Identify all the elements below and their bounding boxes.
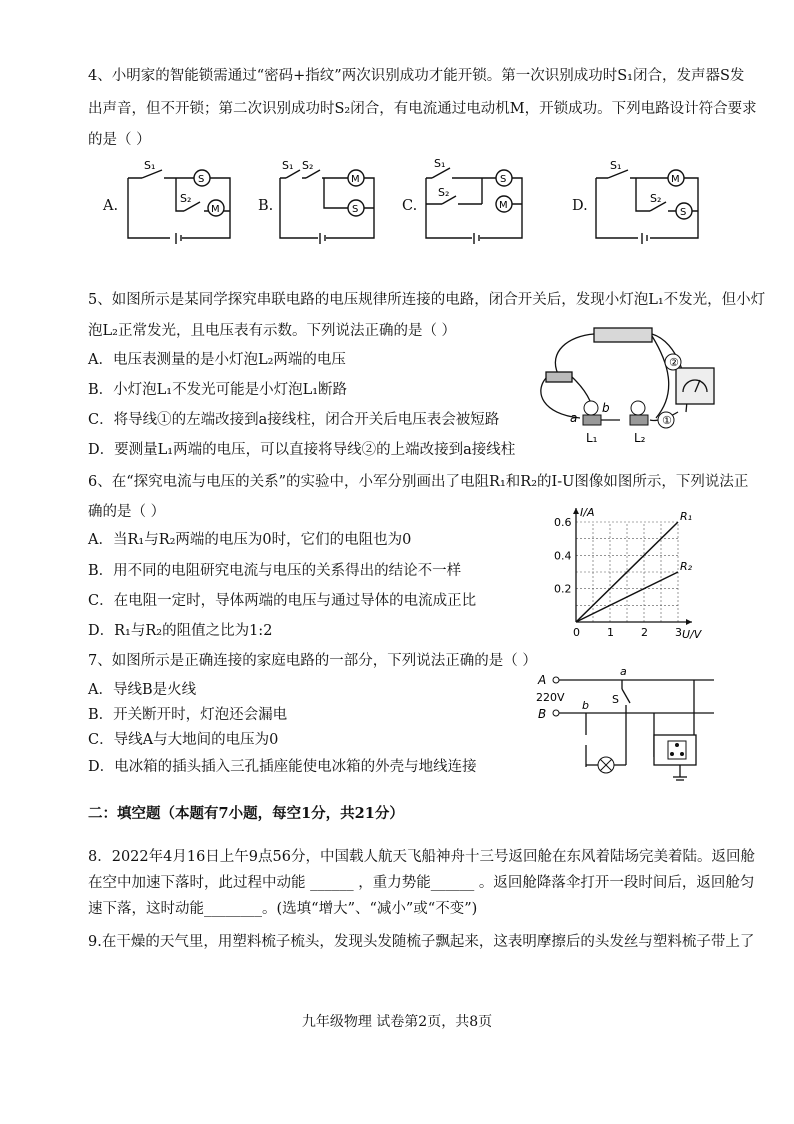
q5-l2-label: L₂ (634, 431, 646, 445)
chart-axes (573, 506, 703, 641)
q4-c-s2-label: S₂ (438, 186, 450, 199)
series-label-2: R₂ (680, 560, 693, 573)
q6-iu-chart (548, 498, 718, 644)
q7-option-b: B．开关断开时，灯泡还会漏电 (88, 707, 288, 723)
q7-line-b-label: B (538, 707, 547, 721)
series-line-2 (576, 572, 678, 622)
y-tick-label: 0.6 (554, 516, 572, 529)
q5-option-c: C．将导线①的左端改接到a接线柱，闭合开关后电压表会被短路 (88, 412, 500, 428)
q4-option-a-letter: A. (103, 198, 119, 214)
q5-option-d: D．要测量L₁两端的电压，可以直接将导线②的上端改接到a接线柱 (88, 442, 516, 458)
q7-voltage-label: 220V (536, 691, 565, 704)
x-tick-label: 0 (573, 626, 580, 639)
q4-b-s1-label: S₁ (282, 159, 294, 172)
q4-b-motor-label: M (351, 174, 360, 185)
q5-l1-label: L₁ (586, 431, 598, 445)
q9-line1: 9.在干燥的天气里，用塑料梳子梳头，发现头发随梳子飘起来，这表明摩擦后的头发丝与塑料梳子带上了 (88, 934, 755, 950)
q7-point-b-label: b (582, 699, 589, 712)
y-tick-label: 0.4 (554, 549, 572, 563)
q6-option-d: D．R₁与R₂的阻值之比为1:2 (88, 623, 273, 639)
q7-line-a-label: A (538, 673, 547, 687)
q4-c-s1-label: S₁ (434, 157, 446, 170)
q5-line1: 5、如图所示是某同学探究串联电路的电压规律所连接的电路，闭合开关后，发现小灯泡L₁不发光，但小灯 (88, 292, 766, 308)
q6-option-a: A．当R₁与R₂两端的电压为0时，它们的电阻也为0 (88, 532, 412, 548)
x-tick-label: 1 (607, 626, 614, 639)
q4-b-speaker-label: S (352, 204, 359, 215)
q5-terminal-a-label: a (570, 411, 578, 425)
q4-option-b-letter: B. (258, 198, 274, 214)
series-label-1: R₁ (680, 510, 693, 523)
q4-a-s2-label: S₂ (180, 192, 192, 205)
q5-line2: 泡L₂正常发光，且电压表有示数。下列说法正确的是（ ） (88, 323, 457, 339)
q4-c-motor-label: M (499, 200, 508, 211)
q5-wire1-label: ① (662, 414, 672, 427)
q4-d-s2-label: S₂ (650, 192, 662, 205)
q4-circuit-c-diagram (418, 156, 538, 250)
q4-d-motor-label: M (671, 174, 680, 185)
q6-line2: 确的是（ ） (88, 504, 166, 520)
q7-option-c: C．导线A与大地间的电压为0 (88, 732, 279, 748)
x-tick-label: 2 (641, 626, 648, 639)
q4-circuit-d-diagram (588, 156, 708, 250)
chart-series (576, 510, 693, 622)
q4-a-motor-label: M (211, 204, 220, 215)
q6-option-c: C．在电阻一定时，导体两端的电压与通过导体的电流成正比 (88, 593, 477, 609)
q4-line2: 出声音，但不开锁；第二次识别成功时S₂闭合，有电流通过电动机M，开锁成功。下列电路设计符合要求 (88, 101, 757, 117)
q4-d-speaker-label: S (680, 207, 687, 218)
y-axis-arrow (573, 508, 579, 514)
q7-switch-label: S (612, 693, 619, 706)
q4-b-s2-label: S₂ (302, 159, 314, 172)
q5-circuit-figure (528, 322, 718, 446)
q6-line1: 6、在“探究电流与电压的关系”的实验中，小军分别画出了电阻R₁和R₂的I-U图像如图所示，下列说法正 (88, 474, 749, 490)
q6-option-b: B．用不同的电阻研究电流与电压的关系得出的结论不一样 (88, 563, 462, 579)
x-tick-label: 3 (675, 626, 682, 639)
q7-household-circuit-figure (536, 665, 726, 783)
q8-line1: 8．2022年4月16日上午9点56分，中国载人航天飞船神舟十三号返回舱在东风着陆场完美着陆。返回舱 (88, 849, 755, 865)
q5-wire2-label: ② (669, 356, 679, 369)
q7-option-d: D．电冰箱的插头插入三孔插座能使电冰箱的外壳与地线连接 (88, 759, 477, 775)
page-footer: 九年级物理 试卷第2页，共8页 (301, 1014, 493, 1030)
q4-d-s1-label: S₁ (610, 159, 622, 172)
section2-title: 二：填空题（本题有7小题，每空1分，共21分） (88, 805, 404, 822)
q4-a-s1-label: S₁ (144, 159, 156, 172)
q4-a-speaker-label: S (198, 174, 205, 185)
q4-option-d-letter: D. (572, 198, 588, 214)
q4-line3: 的是（ ） (88, 132, 151, 148)
q4-line1: 4、小明家的智能锁需通过“密码+指纹”两次识别成功才能开锁。第一次识别成功时S₁闭合，发声器S发 (88, 68, 745, 84)
q7-option-a: A．导线B是火线 (88, 682, 197, 698)
y-axis-label: I/A (580, 506, 595, 519)
q5-option-b: B．小灯泡L₁不发光可能是小灯泡L₁断路 (88, 382, 348, 398)
q4-option-c-letter: C. (402, 198, 418, 214)
q8-line3: 速下落，这时动能________。(选填“增大”、“减小”或“不变”) (88, 901, 478, 917)
q7-line1: 7、如图所示是正确连接的家庭电路的一部分，下列说法正确的是（ ） (88, 653, 537, 669)
q4-circuit-b-diagram (272, 156, 392, 250)
y-tick-label: 0.2 (554, 582, 572, 596)
q8-line2: 在空中加速下落时，此过程中动能 ______ ，重力势能______ 。返回舱降落伞打开一段时间后，返回舱匀 (88, 875, 755, 891)
chart-ticks (554, 516, 682, 639)
x-axis-arrow (686, 619, 692, 625)
q5-terminal-b-label: b (602, 401, 610, 415)
q4-circuit-a-diagram (120, 156, 240, 250)
q7-point-a-label: a (620, 665, 627, 678)
q5-option-a: A．电压表测量的是小灯泡L₂两端的电压 (88, 352, 346, 368)
x-axis-label: U/V (682, 628, 702, 641)
q4-c-speaker-label: S (500, 174, 507, 185)
battery-box (594, 328, 652, 342)
